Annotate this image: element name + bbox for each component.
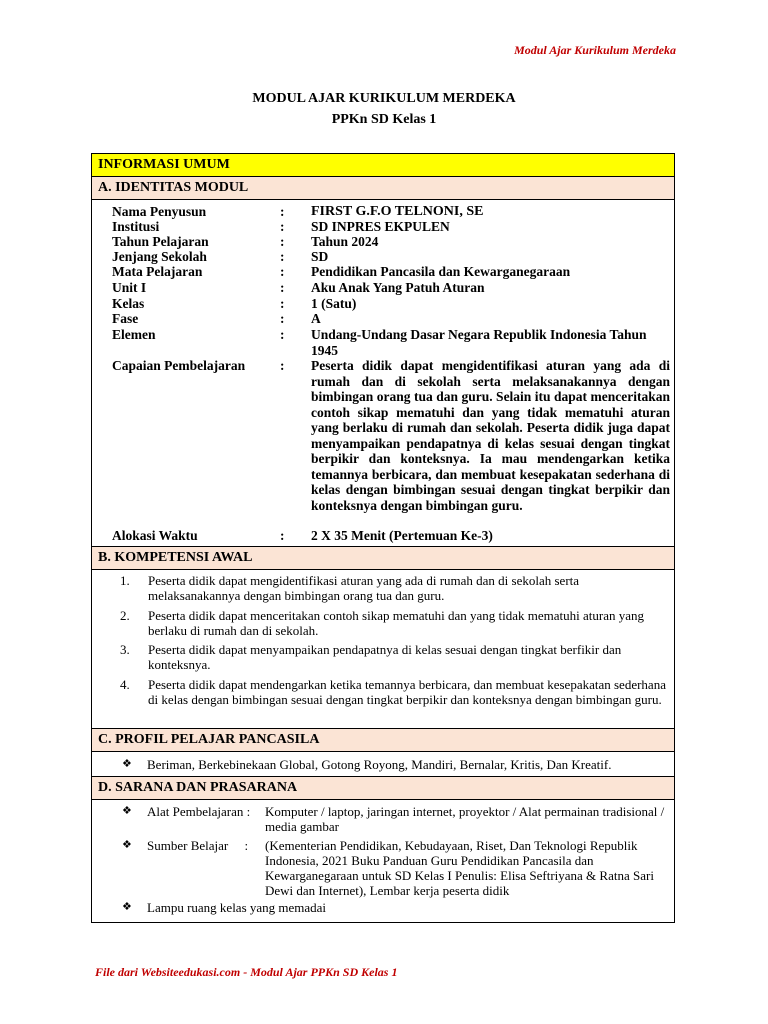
list-item-text: Peserta didik dapat mendengarkan ketika temannya berbicara, dan membuat kesepakatan sederhana di kelas dengan bimbingan sesuai dengan tingkat berpikir dan konteksnya dengan bimbingan guru.	[148, 677, 666, 707]
identity-label: Jenjang Sekolah	[112, 249, 207, 264]
identity-colon: :	[280, 296, 285, 311]
sarana-text: (Kementerian Pendidikan, Kebudayaan, Riset, Dan Teknologi Republik Indonesia, 2021 Buku Panduan Guru Pendidikan Pancasila dan Kewarganegaraan untuk SD Kelas I Penulis: Elisa Seftriyana & Ratna Sari Dewi dan Internet), Lembar kerja peserta didik	[265, 838, 654, 898]
identity-value: SD INPRES EKPULEN	[311, 219, 450, 234]
identity-label: Institusi	[112, 219, 160, 234]
identity-colon: :	[280, 204, 285, 219]
identity-label: Mata Pelajaran	[112, 264, 203, 279]
diamond-bullet-icon: ❖	[122, 758, 132, 770]
header-note: Modul Ajar Kurikulum Merdeka	[514, 43, 676, 57]
section-sarana-prasarana: D. SARANA DAN PRASARANA	[92, 777, 674, 800]
identity-value: SD	[311, 249, 329, 264]
identity-label: Kelas	[112, 296, 145, 311]
sarana-list	[92, 800, 674, 922]
section-profil-pelajar: C. PROFIL PELAJAR PANCASILA	[92, 729, 674, 752]
identity-value: A	[311, 311, 321, 326]
identity-colon: :	[280, 528, 285, 543]
list-item-text: Peserta didik dapat menyampaikan pendapatnya di kelas sesuai dengan tingkat berfikir dan konteksnya.	[148, 642, 622, 672]
identity-label: Capaian Pembelajaran	[112, 358, 246, 373]
section-kompetensi-awal: B. KOMPETENSI AWAL	[92, 547, 674, 570]
list-item-text: Peserta didik dapat mengidentifikasi aturan yang ada di rumah dan di sekolah serta melaksanakannya dengan bimbingan orang tua dan guru.	[148, 573, 580, 603]
identity-colon: :	[280, 249, 285, 264]
identity-value: 1 (Satu)	[311, 296, 357, 311]
sarana-label: Sumber Belajar :	[147, 838, 249, 853]
section-identitas-modul: A. IDENTITAS MODUL	[92, 177, 674, 200]
identity-label: Elemen	[112, 327, 156, 342]
identity-colon: :	[280, 264, 285, 279]
diamond-bullet-icon: ❖	[122, 901, 132, 913]
sarana-text: Komputer / laptop, jaringan internet, proyektor / Alat permainan tradisional / media gambar	[265, 804, 665, 834]
identity-value: Pendidikan Pancasila dan Kewarganegaraan	[311, 264, 571, 279]
identity-label: Fase	[112, 311, 139, 326]
kompetensi-list	[92, 570, 674, 729]
sarana-label: Lampu ruang kelas yang memadai	[147, 900, 327, 915]
identity-colon: :	[280, 311, 285, 326]
identity-value: Tahun 2024	[311, 234, 379, 249]
identity-value: FIRST G.F.O TELNONI, SE	[311, 204, 484, 219]
diamond-bullet-icon: ❖	[122, 805, 132, 817]
identity-colon: :	[280, 219, 285, 234]
identitas-block	[92, 200, 674, 547]
identity-value: Aku Anak Yang Patuh Aturan	[311, 280, 485, 295]
sarana-label: Alat Pembelajaran :	[147, 804, 251, 819]
list-item-number: 4.	[120, 677, 130, 692]
capaian-pembelajaran-text: Peserta didik dapat mengidentifikasi aturan yang ada di rumah dan di sekolah serta melaksanakannya dengan bimbingan orang tua dan guru. Selain itu dapat menceritakan contoh sikap mematuhi dan yang tidak mematuhi aturan yang berlaku di rumah dan sekolah. Peserta didik juga dapat menyampaikan pendapatnya di kelas sesuai dengan tingkat berpikir dan konteksnya. Ia mau mendengarkan ketika temannya berbicara, dan membuat kesepakatan sederhana di kelas dengan bimbingan sesuai dengan tingkat berpikir dan konteksnya dengan bimbingan guru.	[311, 358, 670, 513]
module-info-table	[91, 153, 675, 923]
identity-value: 2 X 35 Menit (Pertemuan Ke-3)	[311, 528, 493, 543]
identity-colon: :	[280, 327, 285, 342]
list-item-text: Peserta didik dapat menceritakan contoh sikap mematuhi dan yang tidak mematuhi aturan yang berlaku di rumah dan di sekolah.	[148, 608, 645, 638]
identity-colon: :	[280, 280, 285, 295]
identity-colon: :	[280, 358, 285, 373]
profil-block	[92, 752, 674, 777]
profil-text: Beriman, Berkebinekaan Global, Gotong Royong, Mandiri, Bernalar, Kritis, Dan Kreatif.	[147, 757, 612, 772]
document-title: MODUL AJAR KURIKULUM MERDEKA	[252, 91, 516, 106]
identity-label: Unit I	[112, 280, 147, 295]
list-item-number: 1.	[120, 573, 130, 588]
list-item-number: 3.	[120, 642, 130, 657]
footer-note: File dari Websiteedukasi.com - Modul Ajar PPKn SD Kelas 1	[95, 965, 398, 979]
identity-label: Nama Penyusun	[112, 204, 207, 219]
identity-label: Alokasi Waktu	[112, 528, 198, 543]
identity-label: Tahun Pelajaran	[112, 234, 209, 249]
list-item-number: 2.	[120, 608, 130, 623]
identity-colon: :	[280, 234, 285, 249]
identity-value: Undang-Undang Dasar Negara Republik Indonesia Tahun 1945	[311, 327, 647, 358]
document-subtitle: PPKn SD Kelas 1	[331, 112, 437, 127]
section-informasi-umum: INFORMASI UMUM	[92, 154, 674, 177]
diamond-bullet-icon: ❖	[122, 839, 132, 851]
